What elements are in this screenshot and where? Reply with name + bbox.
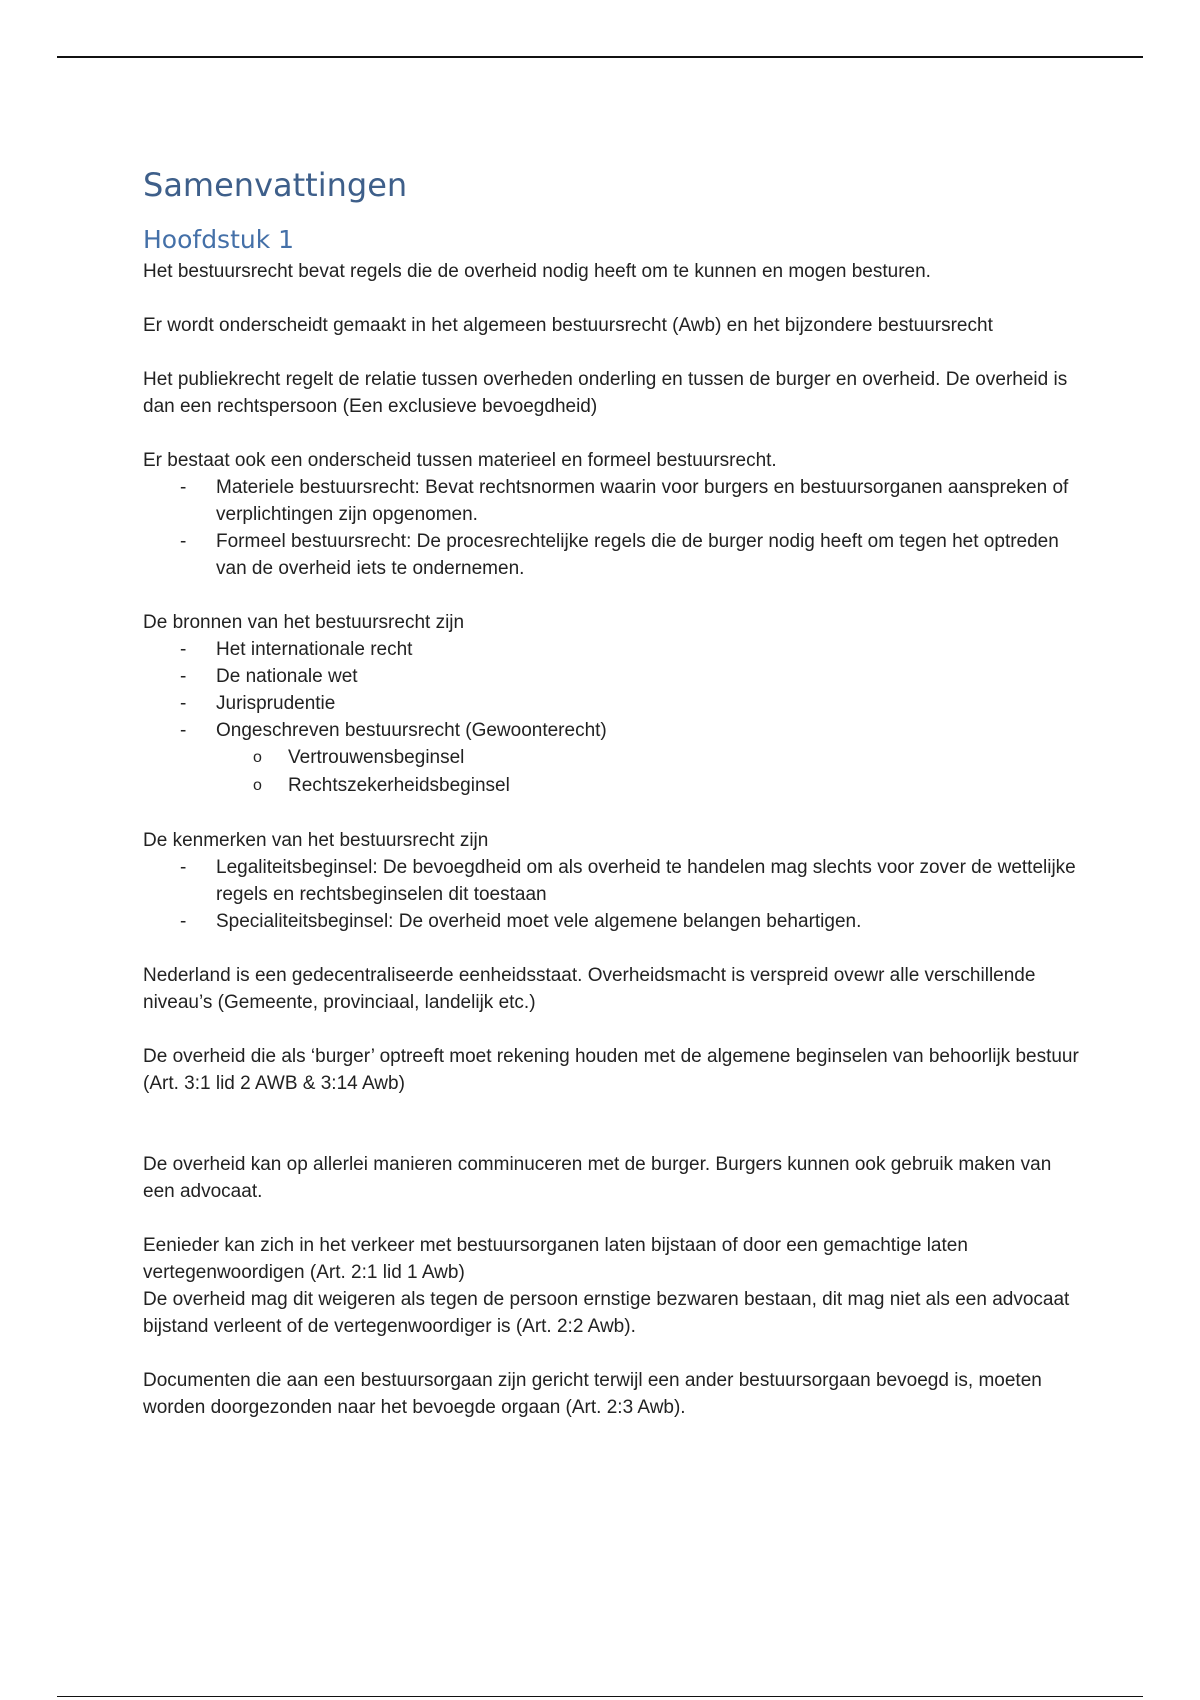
circle-bullet: o — [253, 777, 262, 794]
paragraph: Het publiekrecht regelt de relatie tussen overheden onderling en tussen de burger en overheid. De overheid is dan een rechtspersoon (Een exclusieve bevoegdheid) — [143, 369, 1068, 417]
paragraph: Er wordt onderscheidt gemaakt in het algemeen bestuursrecht (Awb) en het bijzondere bestuursrecht — [143, 315, 993, 336]
dash-bullet: - — [180, 911, 187, 932]
header-rule — [57, 56, 1143, 58]
chapter-heading: Hoofdstuk 1 — [143, 225, 295, 254]
paragraph: Het bestuursrecht bevat regels die de overheid nodig heeft om te kunnen en mogen besturen. — [143, 261, 931, 282]
paragraph: De overheid kan op allerlei manieren comminuceren met de burger. Burgers kunnen ook gebruik maken van een advocaat. — [143, 1154, 1052, 1202]
paragraph: De overheid mag dit weigeren als tegen de persoon ernstige bezwaren bestaan, dit mag niet als een advocaat bijstand verleent of de vertegenwoordiger is (Art. 2:2 Awb). — [143, 1289, 1070, 1337]
paragraph: Eenieder kan zich in het verkeer met bestuursorganen laten bijstaan of door een gemachtige laten vertegenwoordigen (Art. 2:1 lid 1 Awb) — [143, 1235, 968, 1283]
list-item: - De nationale wet — [143, 663, 1083, 690]
list-item: - Jurisprudentie — [143, 690, 1083, 717]
list-item: - Ongeschreven bestuursrecht (Gewoonterecht) — [143, 717, 1083, 744]
list-item: - Formeel bestuursrecht: De procesrechtelijke regels die de burger nodig heeft om tegen het optreden van de overheid iets te ondernemen. — [143, 528, 1083, 582]
list-item: - Het internationale recht — [143, 636, 1083, 663]
dash-bullet: - — [180, 666, 187, 687]
dash-bullet: - — [180, 720, 187, 741]
dash-bullet: - — [180, 857, 187, 878]
footer-rule — [57, 1696, 1143, 1697]
list-bronnen — [143, 636, 1083, 744]
paragraph: Er bestaat ook een onderscheid tussen materieel en formeel bestuursrecht. — [143, 450, 777, 471]
document-title: Samenvattingen — [143, 166, 408, 204]
circle-bullet: o — [253, 749, 262, 766]
paragraph: De overheid die als ‘burger’ optreeft moet rekening houden met de algemene beginselen van behoorlijk bestuur (Art. 3:1 lid 2 AWB & 3:14 Awb) — [143, 1046, 1079, 1094]
dash-bullet: - — [180, 693, 187, 714]
list-kenmerken — [143, 854, 1083, 935]
list-item: - Legaliteitsbeginsel: De bevoegdheid om als overheid te handelen mag slechts voor zover de wettelijke regels en rechtsbeginselen dit toestaan — [143, 854, 1083, 908]
paragraph: De bronnen van het bestuursrecht zijn — [143, 612, 465, 633]
paragraph: Documenten die aan een bestuursorgaan zijn gericht terwijl een ander bestuursorgaan bevoegd is, moeten worden doorgezonden naar het bevoegde orgaan (Art. 2:3 Awb). — [143, 1370, 1042, 1418]
dash-bullet: - — [180, 639, 187, 660]
paragraph: Nederland is een gedecentraliseerde eenheidsstaat. Overheidsmacht is verspreid ovewr alle verschillende niveau’s (Gemeente, provinciaal, landelijk etc.) — [143, 965, 1036, 1013]
list-item: - Specialiteitsbeginsel: De overheid moet vele algemene belangen behartigen. — [143, 908, 1083, 935]
list-materieel-formeel — [143, 474, 1083, 582]
dash-bullet: - — [180, 477, 187, 498]
dash-bullet: - — [180, 531, 187, 552]
document-body — [143, 158, 1083, 1421]
list-ongeschreven — [143, 744, 1083, 800]
list-item: - Materiele bestuursrecht: Bevat rechtsnormen waarin voor burgers en bestuursorganen aanspreken of verplichtingen zijn opgenomen. — [143, 474, 1083, 528]
list-item: o Rechtszekerheidsbeginsel — [143, 772, 1083, 800]
paragraph: De kenmerken van het bestuursrecht zijn — [143, 830, 489, 851]
list-item: o Vertrouwensbeginsel — [143, 744, 1083, 772]
